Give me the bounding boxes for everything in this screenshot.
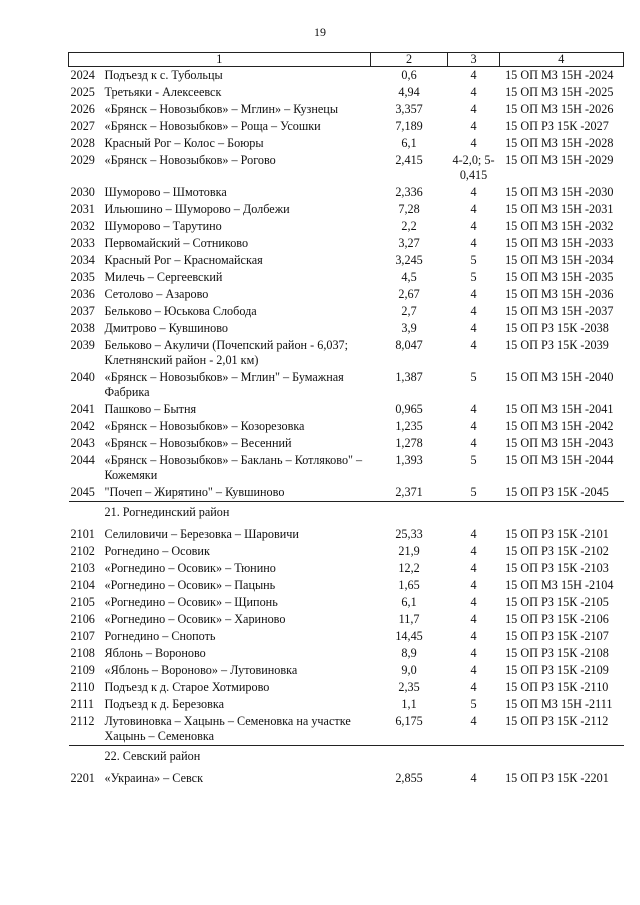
road-id: 15 ОП МЗ 15Н -2044 [505,453,614,467]
road-code: 2043 [70,436,95,450]
table-row [69,201,624,218]
road-name: Третьяки - Алексеевск [104,85,222,99]
road-category: 5 [470,370,477,384]
road-name: «Рогнедино – Осовик» – Щипонь [104,595,278,609]
table-row [69,252,624,269]
table-row [69,435,624,452]
road-id: 15 ОП МЗ 15Н -2025 [505,85,614,99]
road-name: «Брянск – Новозыбков» – Баклань – Котляково" – Кожемяки [104,453,363,482]
road-id: 15 ОП РЗ 15К -2112 [505,714,609,728]
table-row [69,526,624,543]
road-category: 4-2,0; 5-0,415 [452,153,495,182]
road-length: 2,371 [395,485,423,499]
table-row [69,184,624,201]
road-length: 8,047 [395,338,423,352]
section-title: 22. Севский район [69,746,371,771]
road-id: 15 ОП МЗ 15Н -2029 [505,153,614,167]
road-length: 2,415 [395,153,423,167]
road-name: Сетолово – Азарово [104,287,209,301]
road-category: 4 [470,436,477,450]
road-category: 5 [470,485,477,499]
road-category: 4 [470,578,477,592]
road-name: Красный Рог – Колос – Боюры [104,136,264,150]
road-category: 4 [470,185,477,199]
road-code: 2102 [70,544,95,558]
road-name: Шуморово – Шмотовка [104,185,227,199]
road-length: 14,45 [395,629,423,643]
road-id: 15 ОП РЗ 15К -2027 [505,119,609,133]
table-row [69,696,624,713]
road-name: Рогнедино – Осовик [104,544,210,558]
table-row [69,628,624,645]
road-category: 4 [470,561,477,575]
road-category: 4 [470,85,477,99]
road-length: 1,278 [395,436,423,450]
road-length: 6,175 [395,714,423,728]
road-category: 4 [470,136,477,150]
road-category: 4 [470,714,477,728]
road-category: 4 [470,321,477,335]
road-code: 2041 [70,402,95,416]
road-length: 1,235 [395,419,423,433]
road-id: 15 ОП МЗ 15Н -2036 [505,287,614,301]
road-id: 15 ОП МЗ 15Н -2031 [505,202,614,216]
road-id: 15 ОП РЗ 15К -2105 [505,595,609,609]
road-code: 2106 [70,612,95,626]
road-name: Лутовиновка – Хацынь – Семеновка на участке Хацынь – Семеновка [104,714,351,743]
road-code: 2036 [70,287,95,301]
road-name: Подъезд к с. Тубольцы [104,68,223,82]
page-number: 19 [314,25,326,39]
road-name: «Рогнедино – Осовик» – Тюнино [104,561,276,575]
road-name: «Брянск – Новозыбков» – Козорезовка [104,419,305,433]
road-name: «Брянск – Новозыбков» – Роща – Усошки [104,119,321,133]
road-category: 4 [470,680,477,694]
road-id: 15 ОП МЗ 15Н -2030 [505,185,614,199]
road-length: 7,28 [398,202,420,216]
header-col-2: 2 [370,53,448,67]
road-name: Подъезд к д. Старое Хотмирово [104,680,270,694]
road-code: 2104 [70,578,95,592]
road-category: 5 [470,253,477,267]
road-id: 15 ОП РЗ 15К -2107 [505,629,609,643]
road-code: 2035 [70,270,95,284]
table-row [69,484,624,502]
table-row [69,286,624,303]
table-row [69,770,624,787]
road-code: 2110 [70,680,95,694]
road-length: 0,6 [401,68,417,82]
road-id: 15 ОП МЗ 15Н -2111 [505,697,613,711]
road-code: 2045 [70,485,95,499]
road-name: «Рогнедино – Осовик» – Пацынь [104,578,276,592]
road-code: 2108 [70,646,95,660]
road-category: 4 [470,663,477,677]
road-name: «Яблонь – Вороново» – Лутовиновка [104,663,298,677]
road-id: 15 ОП РЗ 15К -2045 [505,485,609,499]
road-id: 15 ОП МЗ 15Н -2026 [505,102,614,116]
table-row [69,713,624,746]
table-row [69,118,624,135]
road-length: 2,2 [401,219,417,233]
road-length: 9,0 [401,663,417,677]
road-id: 15 ОП МЗ 15Н -2104 [505,578,614,592]
road-id: 15 ОП РЗ 15К -2102 [505,544,609,558]
road-name: Шуморово – Тарутино [104,219,222,233]
road-category: 4 [470,419,477,433]
road-name: Первомайский – Сотниково [104,236,249,250]
road-code: 2037 [70,304,95,318]
road-length: 4,94 [398,85,420,99]
road-length: 2,35 [398,680,420,694]
road-id: 15 ОП МЗ 15Н -2040 [505,370,614,384]
road-length: 21,9 [398,544,420,558]
road-length: 2,336 [395,185,423,199]
road-category: 4 [470,287,477,301]
road-length: 6,1 [401,595,417,609]
road-length: 1,393 [395,453,423,467]
road-code: 2039 [70,338,95,352]
road-id: 15 ОП МЗ 15Н -2024 [505,68,614,82]
road-id: 15 ОП МЗ 15Н -2034 [505,253,614,267]
road-code: 2103 [70,561,95,575]
road-length: 2,7 [401,304,417,318]
road-length: 1,1 [401,697,417,711]
road-category: 4 [470,527,477,541]
road-category: 4 [470,119,477,133]
road-code: 2029 [70,153,95,167]
table-row [69,577,624,594]
road-name: «Брянск – Новозыбков» – Рогово [104,153,276,167]
table-row [69,152,624,184]
table-row [69,303,624,320]
road-category: 4 [470,544,477,558]
road-code: 2042 [70,419,95,433]
road-category: 4 [470,612,477,626]
table-row [69,594,624,611]
road-length: 7,189 [395,119,423,133]
road-length: 0,965 [395,402,423,416]
road-code: 2033 [70,236,95,250]
road-id: 15 ОП РЗ 15К -2038 [505,321,609,335]
road-id: 15 ОП МЗ 15Н -2043 [505,436,614,450]
road-category: 5 [470,697,477,711]
road-code: 2034 [70,253,95,267]
table-row [69,543,624,560]
header-col-4: 4 [499,53,623,67]
table-row [69,84,624,101]
road-name: «Брянск – Новозыбков» – Мглин» – Кузнецы [104,102,339,116]
table-row [69,369,624,401]
road-code: 2111 [70,697,94,711]
table-row [69,611,624,628]
section-rognedinsky [69,502,624,527]
road-name: Ильюшино – Шуморово – Долбежи [104,202,290,216]
road-length: 1,65 [398,578,420,592]
table-row [69,235,624,252]
road-name: «Рогнедино – Осовик» – Хариново [104,612,286,626]
road-name: Бельково – Акуличи (Почепский район - 6,037; Клетнянский район - 2,01 км) [104,338,349,367]
road-length: 3,357 [395,102,423,116]
road-id: 15 ОП РЗ 15К -2103 [505,561,609,575]
road-category: 4 [470,304,477,318]
road-category: 4 [470,68,477,82]
road-id: 15 ОП МЗ 15Н -2041 [505,402,614,416]
table-row [69,418,624,435]
road-code: 2027 [70,119,95,133]
road-code: 2038 [70,321,95,335]
road-id: 15 ОП МЗ 15Н -2032 [505,219,614,233]
road-category: 4 [470,771,477,785]
table-row [69,645,624,662]
table-row [69,320,624,337]
road-name: Селиловичи – Березовка – Шаровичи [104,527,299,541]
road-code: 2025 [70,85,95,99]
road-code: 2101 [70,527,95,541]
road-name: «Брянск – Новозыбков» – Мглин" – Бумажная Фабрика [104,370,344,399]
road-id: 15 ОП РЗ 15К -2109 [505,663,609,677]
road-name: Дмитрово – Кувшиново [104,321,229,335]
table-row [69,560,624,577]
road-category: 4 [470,102,477,116]
road-length: 11,7 [398,612,420,626]
road-category: 4 [470,202,477,216]
road-category: 5 [470,270,477,284]
table-row [69,135,624,152]
road-name: Красный Рог – Красномайская [104,253,263,267]
table-row [69,662,624,679]
road-length: 8,9 [401,646,417,660]
road-code: 2030 [70,185,95,199]
road-length: 3,9 [401,321,417,335]
road-id: 15 ОП МЗ 15Н -2033 [505,236,614,250]
road-name: Бельково – Юськова Слобода [104,304,257,318]
roads-table [68,52,624,787]
table-row [69,452,624,484]
road-code: 2040 [70,370,95,384]
table-row [69,67,624,85]
road-id: 15 ОП МЗ 15Н -2042 [505,419,614,433]
road-category: 4 [470,402,477,416]
road-id: 15 ОП РЗ 15К -2110 [505,680,609,694]
road-code: 2044 [70,453,95,467]
road-code: 2026 [70,102,95,116]
road-length: 3,245 [395,253,423,267]
road-id: 15 ОП МЗ 15Н -2035 [505,270,614,284]
road-id: 15 ОП РЗ 15К -2039 [505,338,609,352]
road-id: 15 ОП МЗ 15Н -2028 [505,136,614,150]
road-id: 15 ОП РЗ 15К -2108 [505,646,609,660]
table-row [69,218,624,235]
header-col-3: 3 [448,53,499,67]
road-code: 2105 [70,595,95,609]
table-row [69,679,624,696]
road-name: «Украина» – Севск [104,771,204,785]
road-length: 4,5 [401,270,417,284]
table-row [69,101,624,118]
road-code: 2112 [70,714,95,728]
road-category: 4 [470,236,477,250]
road-name: «Брянск – Новозыбков» – Весенний [104,436,292,450]
road-id: 15 ОП РЗ 15К -2106 [505,612,609,626]
road-id: 15 ОП МЗ 15Н -2037 [505,304,614,318]
road-code: 2024 [70,68,95,82]
road-id: 15 ОП РЗ 15К -2101 [505,527,609,541]
road-code: 2109 [70,663,95,677]
road-length: 3,27 [398,236,420,250]
road-length: 2,67 [398,287,420,301]
road-category: 5 [470,453,477,467]
road-code: 2031 [70,202,95,216]
road-name: Милечь – Сергеевский [104,270,223,284]
table-row [69,401,624,418]
table-row [69,269,624,286]
road-category: 4 [470,219,477,233]
road-length: 25,33 [395,527,423,541]
road-length: 12,2 [398,561,420,575]
road-code: 2028 [70,136,95,150]
section-sevsky [69,746,624,771]
road-category: 4 [470,595,477,609]
road-category: 4 [470,646,477,660]
road-name: Рогнедино – Снопоть [104,629,216,643]
road-length: 1,387 [395,370,423,384]
road-code: 2107 [70,629,95,643]
road-code: 2032 [70,219,95,233]
road-category: 4 [470,338,477,352]
section-title: 21. Рогнединский район [69,502,371,527]
header-col-1: 1 [69,53,371,67]
road-code: 2201 [70,771,95,785]
road-name: "Почеп – Жирятино" – Кувшиново [104,485,285,499]
road-category: 4 [470,629,477,643]
road-id: 15 ОП РЗ 15К -2201 [505,771,609,785]
table-header [69,53,624,67]
table-row [69,337,624,369]
road-name: Пашково – Бытня [104,402,197,416]
road-length: 6,1 [401,136,417,150]
road-name: Яблонь – Вороново [104,646,206,660]
road-length: 2,855 [395,771,423,785]
road-name: Подъезд к д. Березовка [104,697,225,711]
